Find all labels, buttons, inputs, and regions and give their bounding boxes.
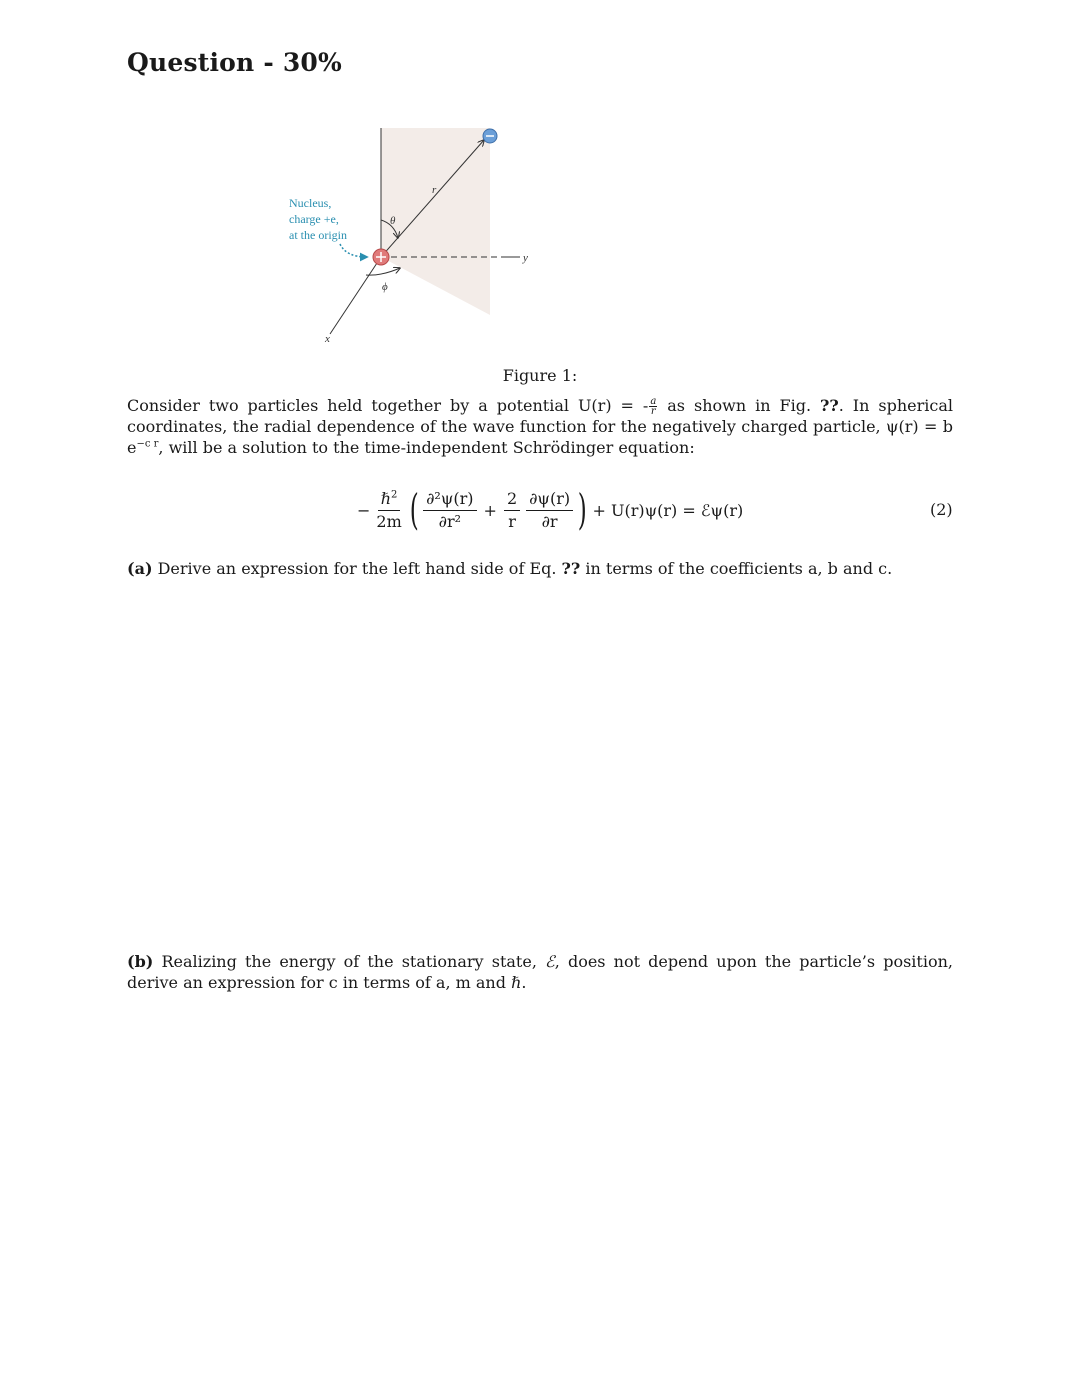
x-axis bbox=[330, 257, 381, 334]
eq-two-over-r bbox=[504, 490, 520, 531]
equation-reference: ?? bbox=[561, 559, 581, 578]
nucleus-label-line1: Nucleus, bbox=[289, 196, 332, 210]
part-b-text-3: . bbox=[521, 973, 527, 992]
eq-2r-num: 2 bbox=[504, 490, 520, 511]
part-b-text-1: Realizing the energy of the stationary state, bbox=[153, 952, 546, 971]
part-b-text-2: , does not depend upon the particle’s position, derive an expression for c in terms of a, m and bbox=[127, 952, 953, 992]
electron-charge bbox=[483, 129, 497, 143]
frac-denominator: r bbox=[650, 406, 656, 417]
intro-text-1: Consider two particles held together by a potential U(r) = - bbox=[127, 396, 649, 415]
eq-2r-den: r bbox=[508, 511, 516, 531]
energy-symbol: ℰ bbox=[545, 952, 555, 971]
eq-hbar: ℏ bbox=[380, 488, 392, 508]
part-b bbox=[127, 951, 953, 993]
part-a-label: (a) bbox=[127, 559, 153, 578]
figure-caption: Figure 1: bbox=[502, 366, 578, 385]
r-label: r bbox=[432, 184, 437, 196]
nucleus-pointer bbox=[340, 244, 367, 257]
part-a-text-2: in terms of the coefficients a, b and c. bbox=[580, 559, 893, 578]
shaded-plane bbox=[381, 128, 490, 315]
intro-paragraph bbox=[127, 395, 953, 458]
eq-first-derivative bbox=[526, 490, 573, 531]
part-a bbox=[127, 558, 953, 579]
eq-open-paren: ( bbox=[409, 485, 419, 534]
eq-d1-den: ∂r bbox=[541, 511, 558, 531]
eq-hbar-fraction bbox=[373, 490, 404, 531]
intro-text-2: as shown in Fig. bbox=[658, 396, 820, 415]
eq-hbar-power: 2 bbox=[391, 489, 398, 501]
intro-text-3: . In spherical coordinates, the radial dependence of the wave function for the negatively charged particle, ψ(r) = b e bbox=[127, 396, 954, 457]
nucleus-label-line3: at the origin bbox=[289, 228, 347, 242]
spherical-coordinates-figure bbox=[270, 120, 550, 350]
nucleus-charge bbox=[373, 249, 389, 265]
question-title: Question - 30% bbox=[127, 48, 342, 77]
y-label: y bbox=[523, 252, 528, 264]
figure-reference: ?? bbox=[820, 396, 839, 415]
part-b-label: (b) bbox=[127, 952, 154, 971]
eq-close-paren: ) bbox=[577, 485, 587, 534]
inline-fraction bbox=[649, 397, 657, 416]
exponent: −c r bbox=[136, 438, 159, 450]
eq-rhs: + U(r)ψ(r) = ℰψ(r) bbox=[592, 500, 744, 520]
intro-text-4: , will be a solution to the time-independent Schrödinger equation: bbox=[158, 438, 695, 457]
frac-numerator: a bbox=[650, 396, 657, 407]
nucleus-label-line2: charge +e, bbox=[289, 212, 339, 226]
eq-2m: 2m bbox=[376, 511, 402, 531]
eq-second-derivative bbox=[423, 490, 476, 531]
eq-minus: − bbox=[357, 500, 371, 520]
theta-label: θ bbox=[390, 215, 396, 227]
schrodinger-equation bbox=[357, 484, 743, 536]
x-label: x bbox=[325, 333, 330, 345]
eq-plus: + bbox=[483, 500, 497, 520]
eq-d1-num: ∂ψ(r) bbox=[526, 490, 573, 511]
eq-d2-num: ∂²ψ(r) bbox=[423, 490, 476, 511]
equation-number: (2) bbox=[930, 500, 953, 519]
phi-label: ϕ bbox=[382, 281, 388, 293]
eq-d2-den: ∂r² bbox=[438, 511, 462, 531]
hbar-symbol: ℏ bbox=[511, 973, 522, 992]
part-a-text-1: Derive an expression for the left hand side of Eq. bbox=[152, 559, 562, 578]
